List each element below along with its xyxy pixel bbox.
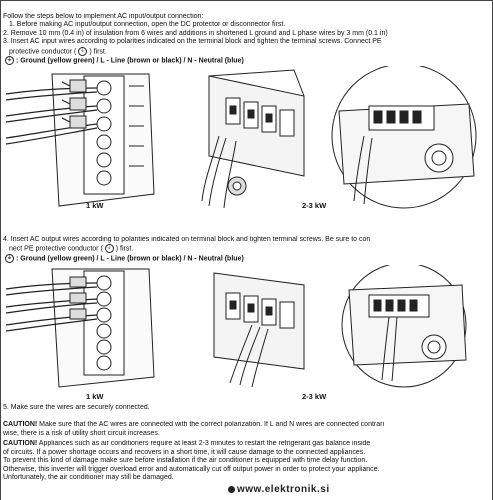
caution-2-line-3: To prevent this kind of damage make sure before installation if the air conditioner is equipped with time delay function. xyxy=(3,457,368,465)
label-2-3kw-output: 2-3 kW xyxy=(302,392,327,401)
caution-2-line-5: Unfortunately, the air conditioner may still be damaged. xyxy=(3,474,174,482)
label-1kw-output: 1 kW xyxy=(86,392,104,401)
steps-section-1 xyxy=(3,13,489,66)
left-border xyxy=(0,0,1,500)
caution-1-text: Make sure that the AC wires are connected with the correct polarization. If L and N wires are connected contrari xyxy=(37,421,385,428)
step-3c-text: ) first. xyxy=(89,47,107,55)
wire-legend-1-text: : Ground (yellow green) / L - Line (brown or black) / N - Neutral (blue) xyxy=(16,57,244,65)
caution-2-line-2: of circuits. If a power shortage occurs and recovers in a short time, it will cause damage to the connected appliances. xyxy=(3,448,366,456)
pe-ground-icon: ⏚ xyxy=(80,47,86,54)
caution-block-2 xyxy=(3,440,489,483)
caution-2-line-1 xyxy=(3,440,489,449)
intro-text: Follow the steps below to implement AC input/output connection: xyxy=(3,13,204,20)
ground-icon-2: ⏚ xyxy=(6,255,12,262)
output-terminal-board-2-3kw-illustration xyxy=(214,273,304,387)
wire-legend-2 xyxy=(3,254,489,264)
step-5-block xyxy=(3,404,489,412)
caution-1-line-2: wise, there is a risk of utility short circuit increases. xyxy=(3,429,160,437)
terminal-detail-circle-illustration xyxy=(332,66,476,208)
ac-input-figures xyxy=(4,66,490,218)
step-1: 1. Before making AC input/output connection, open the DC protector or disconnector first. xyxy=(9,21,286,29)
steps-section-2 xyxy=(3,236,489,264)
step-4b-text: nect PE protective conductor ( xyxy=(9,245,103,253)
output-terminal-detail-circle-illustration xyxy=(342,265,466,387)
caution-1-line-1 xyxy=(3,421,489,430)
step-2: 2. Remove 10 mm (0.4 in) of insulation from 6 wires and additions in shortened L ground and L phase wires by 3 mm (0.1 in) xyxy=(3,29,388,37)
caution-block-1 xyxy=(3,421,489,438)
caution-2-text: Appliances such as air conditioners require at least 2-3 minutes to restart the refrigerant gas balance inside xyxy=(37,440,371,447)
watermark: www.elektronik.si xyxy=(228,484,330,495)
label-1kw-input: 1 kW xyxy=(86,201,104,210)
wire-legend-2-text: : Ground (yellow green) / L - Line (brown or black) / N - Neutral (blue) xyxy=(16,255,244,263)
step-3b xyxy=(3,47,489,57)
caution-1-label: CAUTION! xyxy=(3,421,38,428)
output-terminal-block-1kw-illustration xyxy=(6,269,154,387)
caution-2-label: CAUTION! xyxy=(3,440,38,447)
step-3a: 3. Insert AC input wires according to polarities indicated on the terminal block and tighten the terminal screws. Connect PE xyxy=(3,38,382,46)
wire-legend-1 xyxy=(3,56,489,66)
step-4c-text: ) first. xyxy=(115,245,134,253)
step-4b xyxy=(3,244,489,254)
step-4a: 4. Insert AC output wires according to polarities indicated on terminal block and tighten terminal screws. Be sure to con xyxy=(3,236,371,243)
terminal-block-1kw-illustration xyxy=(6,74,154,206)
top-border xyxy=(0,0,493,1)
ac-output-figures xyxy=(4,265,490,390)
terminal-board-2-3kw-illustration xyxy=(202,70,304,208)
caution-2-line-4: Otherwise, this inverter will trigger overload error and automatically cut off output power in order to protect your appliance. xyxy=(3,465,380,473)
step-5: 5. Make sure the wires are securely connected. xyxy=(3,404,150,411)
step-3b-text: protective conductor ( xyxy=(9,47,77,55)
label-2-3kw-input: 2-3 kW xyxy=(302,201,327,210)
pe-ground-icon-2: ⏚ xyxy=(106,245,112,252)
ground-icon: ⏚ xyxy=(6,57,12,64)
